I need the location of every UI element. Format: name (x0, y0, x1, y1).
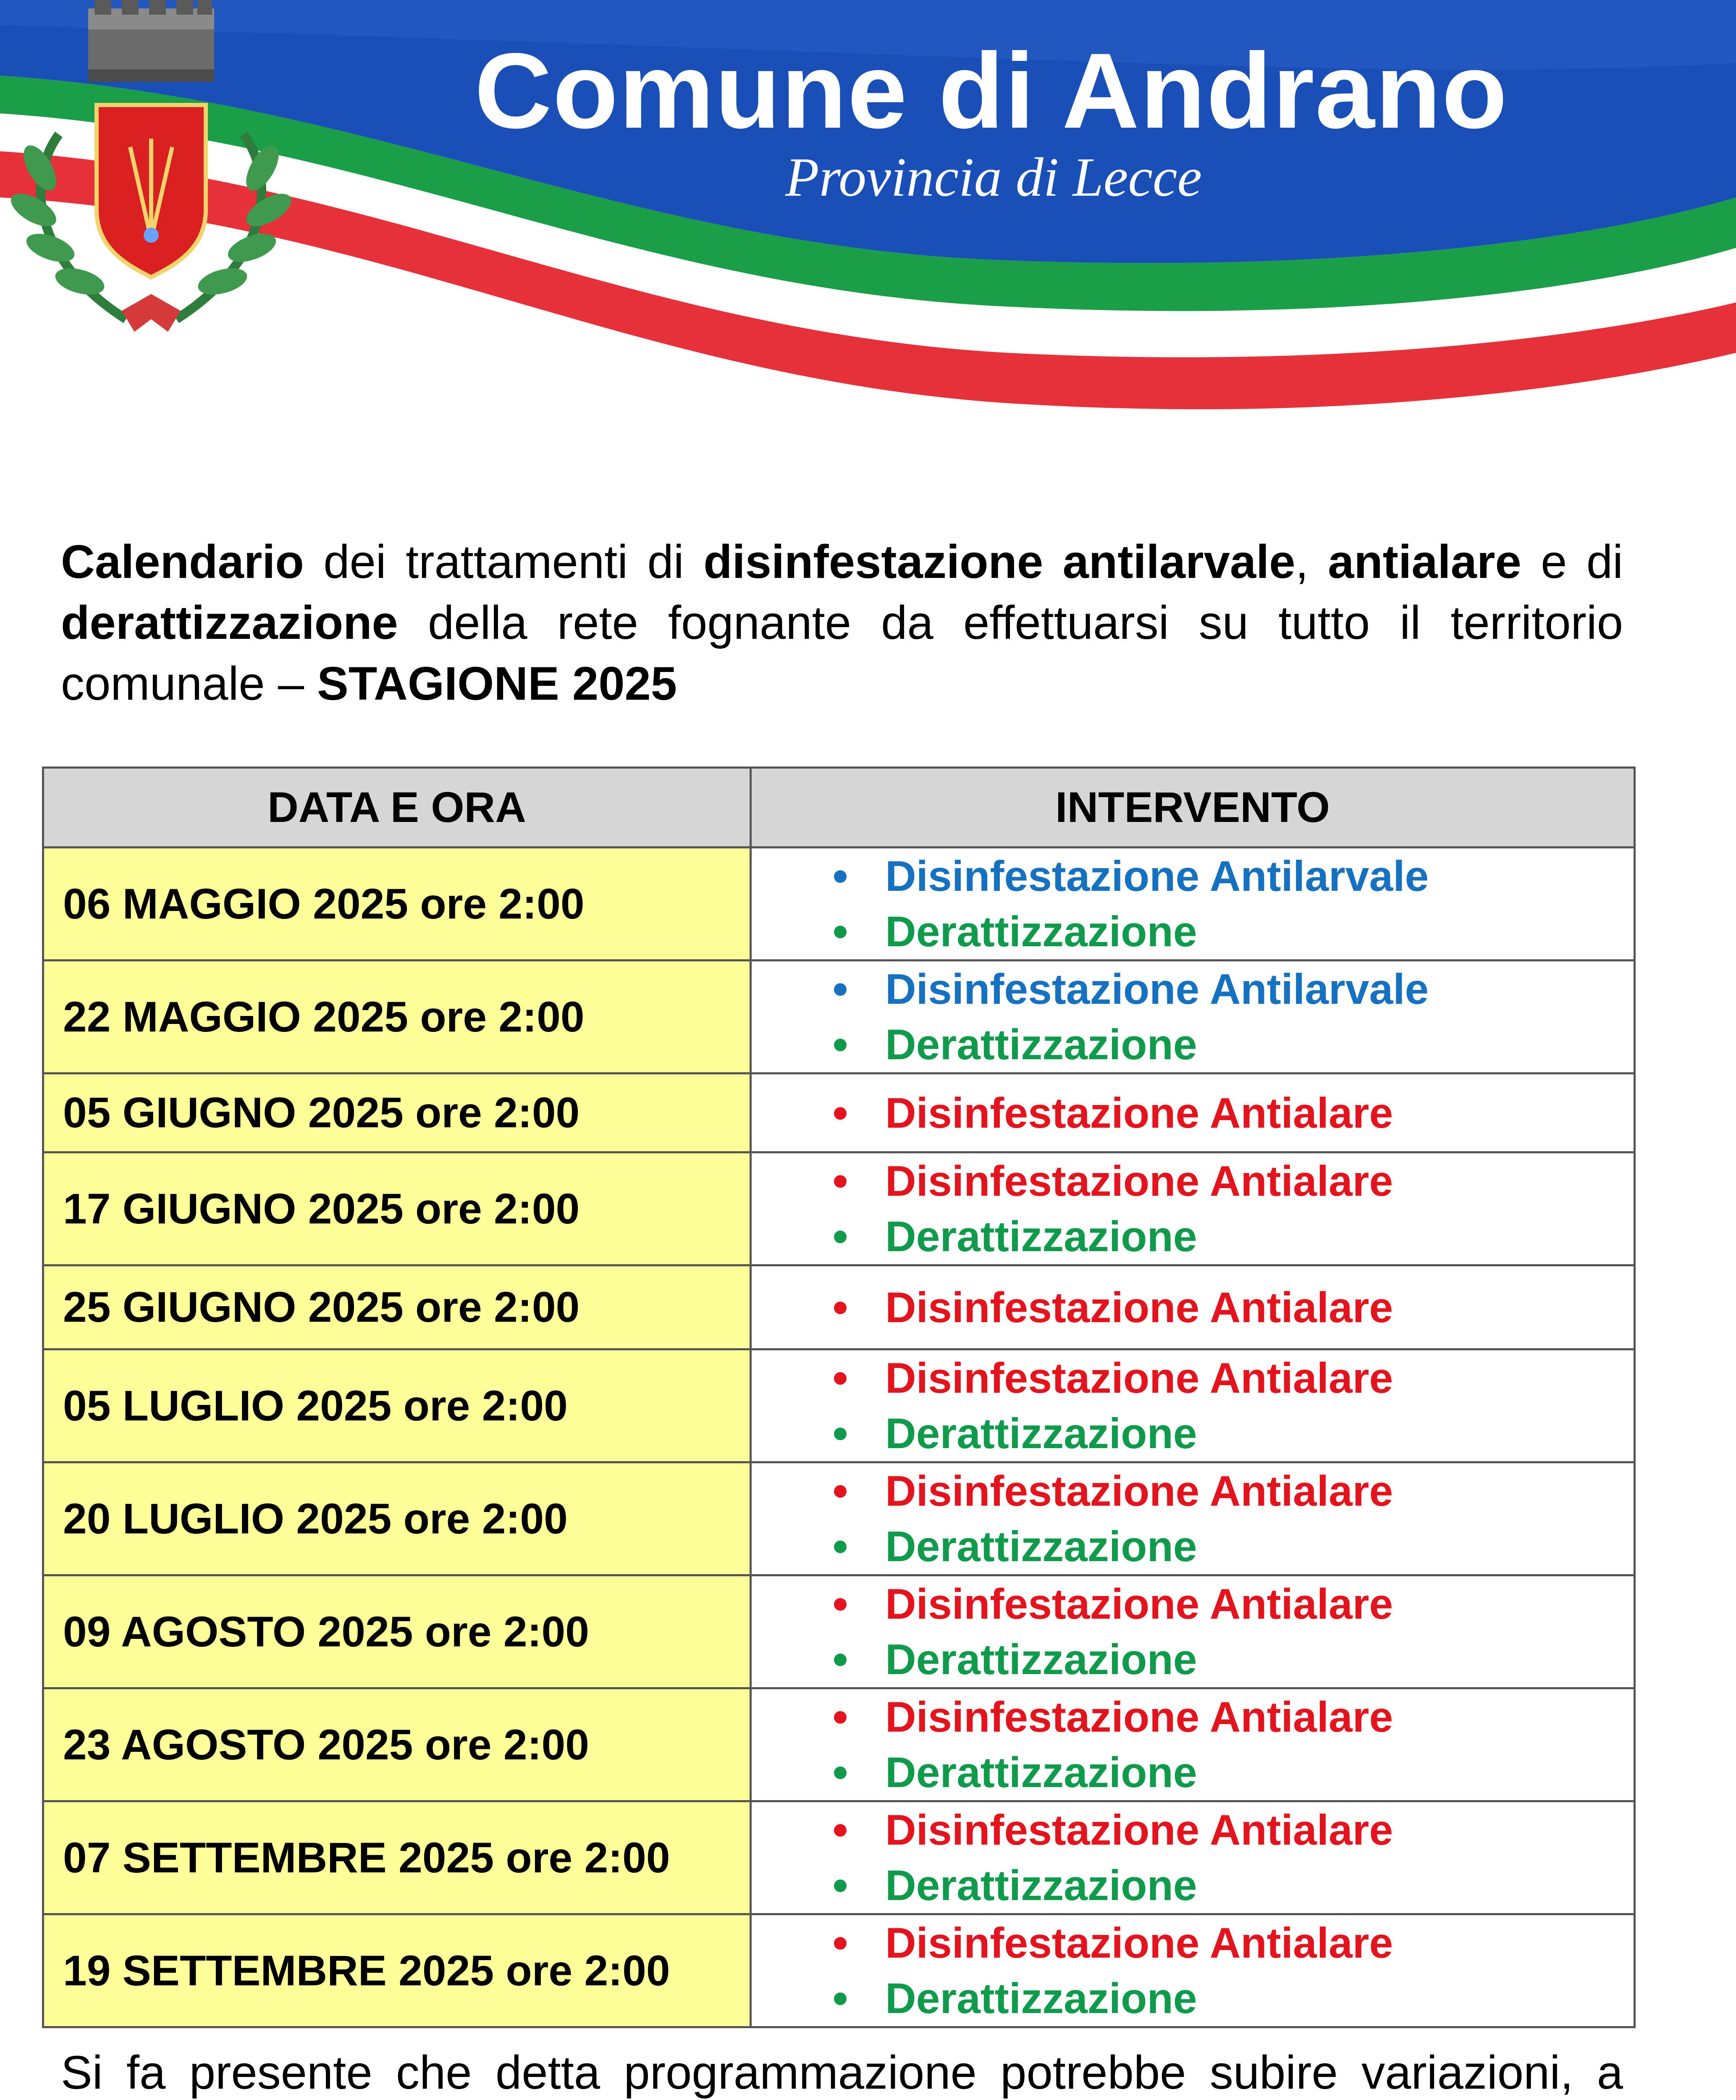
intro-text: dei trattamenti di (304, 536, 704, 588)
date-cell: 05 GIUGNO 2025 ore 2:00 (43, 1074, 751, 1152)
intervention-item: Derattizzazione (752, 1632, 1634, 1687)
intervention-item: Disinfestazione Antilarvale (752, 848, 1634, 904)
intro-bold-antialare: antialare (1328, 536, 1521, 588)
schedule-table (42, 766, 1636, 2028)
date-cell: 23 AGOSTO 2025 ore 2:00 (43, 1688, 751, 1801)
intervention-item: Disinfestazione Antialare (752, 1463, 1634, 1519)
intervention-item: Disinfestazione Antialare (752, 1576, 1634, 1632)
intervention-cell (751, 1074, 1635, 1152)
intro-text: e di (1521, 536, 1623, 588)
intervention-item: Derattizzazione (752, 1745, 1634, 1800)
table-row (43, 1575, 1635, 1688)
date-cell: 17 GIUGNO 2025 ore 2:00 (43, 1152, 751, 1265)
table-row (43, 1265, 1635, 1349)
intervention-cell (751, 1914, 1635, 2027)
intervention-item: Derattizzazione (752, 904, 1634, 959)
intervention-item: Disinfestazione Antilarvale (752, 961, 1634, 1017)
intervention-cell (751, 1575, 1635, 1688)
table-row (43, 848, 1635, 961)
intro-paragraph (61, 531, 1623, 714)
column-header-intervention: INTERVENTO (751, 768, 1635, 848)
intro-bold-calendario: Calendario (61, 536, 304, 588)
intervention-item: Derattizzazione (752, 1971, 1634, 2026)
intervention-cell (751, 1801, 1635, 1914)
header-banner (0, 0, 1736, 428)
date-cell: 06 MAGGIO 2025 ore 2:00 (43, 848, 751, 961)
date-cell: 09 AGOSTO 2025 ore 2:00 (43, 1575, 751, 1688)
intervention-item: Disinfestazione Antialare (752, 1802, 1634, 1858)
intervention-item: Disinfestazione Antialare (752, 1153, 1634, 1209)
intro-text: , (1295, 536, 1328, 588)
date-cell: 07 SETTEMBRE 2025 ore 2:00 (43, 1801, 751, 1914)
intervention-item: Derattizzazione (752, 1406, 1634, 1461)
date-cell: 05 LUGLIO 2025 ore 2:00 (43, 1349, 751, 1462)
intervention-cell (751, 1688, 1635, 1801)
intervention-item: Disinfestazione Antialare (752, 1085, 1634, 1141)
municipal-coat-of-arms-icon (0, 0, 302, 336)
date-cell: 22 MAGGIO 2025 ore 2:00 (43, 961, 751, 1074)
table-row (43, 1462, 1635, 1575)
intervention-cell (751, 1152, 1635, 1265)
date-cell: 19 SETTEMBRE 2025 ore 2:00 (43, 1914, 751, 2027)
intervention-cell (751, 1349, 1635, 1462)
table-row (43, 1914, 1635, 2027)
disclaimer-note: Si fa presente che detta programmazione potrebbe subire variazioni, a (61, 2046, 1623, 2099)
intro-bold-derattizzazione: derattizzazione (61, 596, 398, 649)
intervention-item: Derattizzazione (752, 1209, 1634, 1264)
intervention-cell (751, 1462, 1635, 1575)
table-row (43, 1801, 1635, 1914)
table-row (43, 1074, 1635, 1152)
intervention-item: Derattizzazione (752, 1519, 1634, 1574)
date-cell: 20 LUGLIO 2025 ore 2:00 (43, 1462, 751, 1575)
intro-bold-antilarvale: disinfestazione antilarvale (703, 536, 1295, 588)
page-title: Comune di Andrano (475, 31, 1508, 151)
intervention-item: Disinfestazione Antialare (752, 1280, 1634, 1335)
table-row (43, 1688, 1635, 1801)
intervention-item: Derattizzazione (752, 1017, 1634, 1072)
date-cell: 25 GIUGNO 2025 ore 2:00 (43, 1265, 751, 1349)
intervention-item: Disinfestazione Antialare (752, 1915, 1634, 1971)
table-row (43, 961, 1635, 1074)
intervention-item: Derattizzazione (752, 1858, 1634, 1913)
intervention-cell (751, 848, 1635, 961)
table-header-row (43, 768, 1635, 848)
intervention-item: Disinfestazione Antialare (752, 1350, 1634, 1406)
intro-text: della rete fognante da effettuarsi su tutto il territorio comunale – (61, 596, 1623, 710)
table-row (43, 1152, 1635, 1265)
column-header-date: DATA E ORA (43, 768, 751, 848)
intervention-item: Disinfestazione Antialare (752, 1689, 1634, 1745)
table-row (43, 1349, 1635, 1462)
page-subtitle: Provincia di Lecce (785, 146, 1202, 208)
intervention-cell (751, 1265, 1635, 1349)
intervention-cell (751, 961, 1635, 1074)
intro-bold-stagione: STAGIONE 2025 (317, 657, 677, 710)
